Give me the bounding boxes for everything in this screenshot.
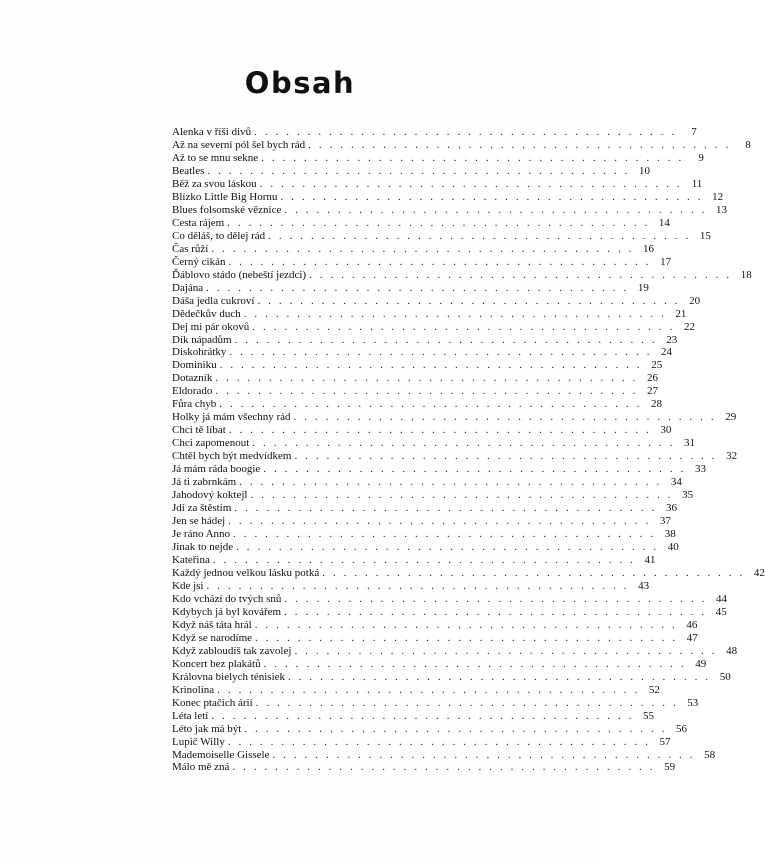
toc-entry-page-number: 35 [682, 489, 694, 502]
toc-entry [172, 126, 697, 139]
dot-leader: . . . . . . . . . . . . . . . . . . . . . . . . . . . . . . . . . . . . . . . . [233, 528, 656, 541]
toc-entry-title: Léto jak má být [172, 722, 242, 735]
toc-entry-title: Cesta rájem [172, 216, 225, 229]
toc-entry-page-number: 32 [726, 450, 738, 463]
toc-entry [172, 735, 671, 749]
toc-entry-page-number: 21 [675, 307, 687, 320]
toc-entry [172, 359, 663, 372]
dot-leader: . . . . . . . . . . . . . . . . . . . . . . . . . . . . . . . . . . . . . . . . [228, 424, 652, 437]
dot-leader: . . . . . . . . . . . . . . . . . . . . . . . . . . . . . . . . . . . . . . . . [215, 385, 638, 398]
toc-entry-title: Jdi za štěstím [172, 502, 232, 515]
table-of-contents [172, 126, 765, 774]
dot-leader: . . . . . . . . . . . . . . . . . . . . . . . . . . . . . . . . . . . . . . . . [254, 126, 677, 138]
toc-entry [172, 631, 698, 645]
toc-entry-title: Když se narodíme [172, 631, 253, 644]
dot-leader: . . . . . . . . . . . . . . . . . . . . . . . . . . . . . . . . . . . . . . . . [284, 203, 708, 216]
dot-leader: . . . . . . . . . . . . . . . . . . . . . . . . . . . . . . . . . . . . . . . . [263, 463, 686, 476]
toc-entry-page-number: 31 [683, 437, 695, 450]
toc-entry [172, 592, 728, 606]
page-title: Obsah [244, 66, 356, 100]
toc-entry-page-number: 29 [725, 411, 737, 424]
dot-leader: . . . . . . . . . . . . . . . . . . . . . . . . . . . . . . . . . . . . . . . . [229, 346, 653, 359]
toc-entry-page-number: 41 [644, 553, 656, 566]
toc-entry-title: Diskohrátky [172, 346, 227, 359]
dot-leader: . . . . . . . . . . . . . . . . . . . . . . . . . . . . . . . . . . . . . . . . [288, 670, 711, 683]
toc-entry [172, 190, 724, 204]
toc-entry-title: Koncert bez plakátů [172, 657, 261, 670]
toc-entry-page-number: 15 [699, 229, 711, 242]
toc-entry-title: Dajána [172, 281, 204, 294]
toc-entry-page-number: 56 [676, 722, 687, 735]
toc-entry-title: Lupič Willy [172, 735, 225, 748]
toc-entry [172, 683, 660, 697]
toc-entry-title: Čas růží [172, 242, 209, 255]
toc-entry-title: Beatles [172, 164, 205, 177]
toc-entry-title: Mademoiselle Gissele [172, 748, 270, 761]
toc-entry-title: Dědečkův duch [172, 307, 241, 320]
dot-leader: . . . . . . . . . . . . . . . . . . . . . . . . . . . . . . . . . . . . . . . . [228, 255, 652, 268]
toc-entry-page-number: 17 [660, 255, 672, 268]
dot-leader: . . . . . . . . . . . . . . . . . . . . . . . . . . . . . . . . . . . . . . . . [243, 307, 667, 320]
toc-entry-page-number: 13 [716, 203, 728, 216]
toc-entry [172, 398, 662, 411]
toc-entry-title: Dáša jedla cukroví [172, 294, 255, 307]
toc-entry [172, 528, 676, 541]
toc-entry-title: Fůra chyb [172, 398, 217, 411]
toc-entry-title: Blízko Little Big Hornu [172, 190, 278, 203]
toc-entry-title: Když zabloudíš tak zavolej [172, 644, 292, 657]
toc-entry-page-number: 14 [658, 216, 670, 229]
toc-entry [172, 424, 672, 437]
toc-entry-page-number: 46 [686, 618, 698, 631]
toc-entry [172, 138, 751, 152]
toc-entry-title: Až na severní pól šel bych rád [172, 138, 306, 151]
dot-leader: . . . . . . . . . . . . . . . . . . . . . . . . . . . . . . . . . . . . . . . . [217, 683, 640, 696]
toc-entry-page-number: 27 [646, 385, 658, 398]
toc-entry-page-number: 10 [639, 164, 651, 177]
toc-entry-title: Krinolína [172, 683, 215, 696]
dot-leader: . . . . . . . . . . . . . . . . . . . . . . . . . . . . . . . . . . . . . . . . [308, 138, 731, 151]
toc-entry-title: Každý jednou velkou lásku potká [172, 566, 320, 579]
toc-entry-title: Málo mě zná [172, 761, 230, 774]
dot-leader: . . . . . . . . . . . . . . . . . . . . . . . . . . . . . . . . . . . . . . . . [261, 151, 684, 164]
toc-entry [172, 541, 679, 554]
toc-entry [172, 670, 731, 684]
toc-entry [172, 333, 678, 347]
toc-entry [172, 164, 651, 178]
toc-entry [172, 566, 765, 580]
toc-entry [172, 385, 658, 398]
toc-entry-page-number: 30 [660, 424, 672, 437]
dot-leader: . . . . . . . . . . . . . . . . . . . . . . . . . . . . . . . . . . . . . . . . [293, 411, 717, 424]
toc-entry-title: Kdo vchází do tvých snů [172, 592, 282, 605]
toc-entry-title: Kateřina [172, 553, 210, 566]
toc-entry [172, 644, 738, 658]
toc-entry-page-number: 40 [667, 541, 679, 553]
dot-leader: . . . . . . . . . . . . . . . . . . . . . . . . . . . . . . . . . . . . . . . . [244, 722, 667, 735]
toc-entry-page-number: 9 [698, 151, 704, 164]
toc-entry [172, 463, 706, 476]
toc-entry [172, 722, 687, 736]
toc-entry [172, 761, 676, 774]
dot-leader: . . . . . . . . . . . . . . . . . . . . . . . . . . . . . . . . . . . . . . . . [219, 359, 643, 372]
dot-leader: . . . . . . . . . . . . . . . . . . . . . . . . . . . . . . . . . . . . . . . . [212, 553, 636, 566]
toc-entry-title: Když náš táta hrál [172, 618, 252, 631]
toc-entry-page-number: 43 [638, 579, 650, 592]
toc-entry-page-number: 49 [695, 657, 707, 670]
dot-leader: . . . . . . . . . . . . . . . . . . . . . . . . . . . . . . . . . . . . . . . . [239, 476, 662, 489]
toc-entry-title: Holky já mám všechny rád [172, 411, 291, 424]
dot-leader: . . . . . . . . . . . . . . . . . . . . . . . . . . . . . . . . . . . . . . . . [206, 281, 629, 294]
dot-leader: . . . . . . . . . . . . . . . . . . . . . . . . . . . . . . . . . . . . . . . . [268, 229, 691, 242]
toc-entry-page-number: 24 [661, 346, 673, 359]
dot-leader: . . . . . . . . . . . . . . . . . . . . . . . . . . . . . . . . . . . . . . . . [263, 657, 687, 670]
toc-entry-page-number: 50 [719, 670, 731, 683]
toc-entry-title: Blues folsomské věznice [172, 203, 282, 216]
dot-leader: . . . . . . . . . . . . . . . . . . . . . . . . . . . . . . . . . . . . . . . . [211, 709, 634, 722]
toc-entry [172, 242, 655, 256]
toc-entry-page-number: 48 [726, 644, 738, 657]
dot-leader: . . . . . . . . . . . . . . . . . . . . . . . . . . . . . . . . . . . . . . . . [252, 320, 675, 333]
dot-leader: . . . . . . . . . . . . . . . . . . . . . . . . . . . . . . . . . . . . . . . . [250, 489, 674, 502]
toc-entry [172, 450, 738, 463]
toc-entry-page-number: 11 [691, 177, 703, 190]
toc-entry-title: Co děláš, to dělej rád [172, 229, 266, 242]
dot-leader: . . . . . . . . . . . . . . . . . . . . . . . . . . . . . . . . . . . . . . . . [294, 644, 718, 657]
dot-leader: . . . . . . . . . . . . . . . . . . . . . . . . . . . . . . . . . . . . . . . . [234, 502, 657, 515]
toc-entry-page-number: 53 [687, 696, 699, 709]
toc-entry-title: Dominiku [172, 359, 217, 372]
toc-entry-page-number: 16 [643, 242, 655, 255]
toc-entry-title: Až to se mnu sekne [172, 151, 259, 164]
toc-entry-title: Chci tě líbat [172, 424, 226, 437]
toc-entry-page-number: 44 [716, 592, 728, 605]
toc-entry [172, 618, 698, 632]
toc-entry-title: Chtěl bych být medvídkem [172, 450, 292, 463]
toc-entry-page-number: 8 [745, 138, 751, 151]
toc-entry-page-number: 42 [753, 566, 765, 579]
toc-entry-page-number: 45 [715, 605, 727, 618]
toc-entry-title: Já mám ráda boogie [172, 463, 261, 476]
dot-leader: . . . . . . . . . . . . . . . . . . . . . . . . . . . . . . . . . . . . . . . . [219, 398, 642, 411]
dot-leader: . . . . . . . . . . . . . . . . . . . . . . . . . . . . . . . . . . . . . . . . [215, 372, 638, 385]
toc-entry-title: Léta letí [172, 709, 209, 722]
dot-leader: . . . . . . . . . . . . . . . . . . . . . . . . . . . . . . . . . . . . . . . . [259, 177, 683, 190]
toc-entry-page-number: 26 [646, 372, 658, 385]
toc-entry-title: Alenka v říši divů [172, 126, 252, 138]
toc-entry-page-number: 23 [666, 333, 678, 346]
toc-entry-title: Dík nápadům [172, 333, 232, 346]
toc-entry [172, 203, 728, 217]
toc-entry-title: Je ráno Anno [172, 528, 231, 541]
toc-entry [172, 307, 687, 321]
toc-entry-title: Eldorado [172, 385, 213, 398]
toc-entry [172, 709, 654, 723]
dot-leader: . . . . . . . . . . . . . . . . . . . . . . . . . . . . . . . . . . . . . . . . [257, 294, 681, 307]
toc-entry-page-number: 19 [637, 281, 649, 294]
toc-entry-page-number: 55 [643, 709, 654, 722]
toc-entry-page-number: 37 [659, 515, 671, 528]
toc-entry-page-number: 33 [694, 463, 706, 476]
toc-entry [172, 657, 707, 671]
toc-entry-title: Černý cikán [172, 255, 226, 268]
dot-leader: . . . . . . . . . . . . . . . . . . . . . . . . . . . . . . . . . . . . . . . . [227, 216, 650, 229]
dot-leader: . . . . . . . . . . . . . . . . . . . . . . . . . . . . . . . . . . . . . . . . [206, 579, 630, 592]
dot-leader: . . . . . . . . . . . . . . . . . . . . . . . . . . . . . . . . . . . . . . . . [227, 735, 651, 748]
dot-leader: . . . . . . . . . . . . . . . . . . . . . . . . . . . . . . . . . . . . . . . . [252, 437, 675, 450]
toc-entry-page-number: 18 [740, 268, 752, 281]
dot-leader: . . . . . . . . . . . . . . . . . . . . . . . . . . . . . . . . . . . . . . . . [284, 592, 708, 605]
toc-entry-page-number: 36 [665, 502, 677, 515]
toc-entry [172, 502, 677, 515]
toc-entry-page-number: 34 [670, 476, 682, 489]
toc-entry-title: Já ti zabrnkám [172, 476, 237, 489]
toc-entry-title: Chci zapomenout [172, 437, 250, 450]
toc-entry [172, 489, 694, 502]
dot-leader: . . . . . . . . . . . . . . . . . . . . . . . . . . . . . . . . . . . . . . . . [280, 190, 704, 203]
toc-entry [172, 476, 682, 489]
dot-leader: . . . . . . . . . . . . . . . . . . . . . . . . . . . . . . . . . . . . . . . . [232, 761, 656, 774]
toc-entry-title: Konec ptačích árií [172, 696, 253, 709]
toc-entry-page-number: 28 [650, 398, 662, 411]
toc-entry [172, 229, 711, 243]
toc-entry-title: Kdybych já byl kovářem [172, 605, 282, 618]
dot-leader: . . . . . . . . . . . . . . . . . . . . . . . . . . . . . . . . . . . . . . . . [255, 696, 679, 709]
dot-leader: . . . . . . . . . . . . . . . . . . . . . . . . . . . . . . . . . . . . . . . . [234, 333, 658, 346]
toc-entry-page-number: 22 [683, 320, 695, 333]
dot-leader: . . . . . . . . . . . . . . . . . . . . . . . . . . . . . . . . . . . . . . . . [207, 164, 631, 177]
dot-leader: . . . . . . . . . . . . . . . . . . . . . . . . . . . . . . . . . . . . . . . . [211, 242, 635, 255]
toc-entry-page-number: 57 [659, 735, 671, 748]
toc-entry [172, 177, 703, 191]
toc-entry-page-number: 58 [704, 748, 716, 761]
toc-entry-page-number: 47 [686, 631, 698, 644]
toc-entry-page-number: 7 [691, 126, 697, 138]
toc-entry-title: Běž za svou láskou [172, 177, 257, 190]
dot-leader: . . . . . . . . . . . . . . . . . . . . . . . . . . . . . . . . . . . . . . . . [284, 605, 707, 618]
toc-entry-title: Ďáblovo stádo (nebeští jezdci) [172, 268, 307, 281]
toc-entry [172, 605, 727, 619]
toc-entry [172, 696, 699, 710]
dot-leader: . . . . . . . . . . . . . . . . . . . . . . . . . . . . . . . . . . . . . . . . [272, 748, 696, 761]
toc-entry-page-number: 38 [664, 528, 676, 541]
toc-entry-page-number: 52 [648, 683, 660, 696]
toc-entry-title: Dotazník [172, 372, 213, 385]
toc-entry [172, 268, 752, 282]
dot-leader: . . . . . . . . . . . . . . . . . . . . . . . . . . . . . . . . . . . . . . . . [255, 631, 678, 644]
toc-entry-page-number: 25 [651, 359, 663, 372]
toc-entry-title: Jahodový koktejl [172, 489, 248, 502]
toc-entry [172, 553, 656, 567]
dot-leader: . . . . . . . . . . . . . . . . . . . . . . . . . . . . . . . . . . . . . . . . [309, 268, 732, 281]
toc-entry-title: Jinak to nejde [172, 541, 234, 553]
toc-entry [172, 320, 695, 334]
toc-entry-page-number: 12 [712, 190, 724, 203]
toc-entry [172, 437, 695, 450]
dot-leader: . . . . . . . . . . . . . . . . . . . . . . . . . . . . . . . . . . . . . . . . [294, 450, 718, 463]
toc-entry [172, 579, 650, 593]
toc-entry-title: Kde jsi [172, 579, 204, 592]
toc-entry [172, 281, 649, 295]
toc-entry [172, 151, 704, 165]
toc-entry [172, 255, 672, 269]
dot-leader: . . . . . . . . . . . . . . . . . . . . . . . . . . . . . . . . . . . . . . . . [236, 541, 659, 553]
dot-leader: . . . . . . . . . . . . . . . . . . . . . . . . . . . . . . . . . . . . . . . . [322, 566, 745, 579]
toc-entry [172, 372, 658, 385]
toc-entry [172, 411, 737, 424]
toc-entry-page-number: 20 [689, 294, 701, 307]
toc-entry [172, 216, 670, 230]
toc-entry [172, 294, 701, 308]
dot-leader: . . . . . . . . . . . . . . . . . . . . . . . . . . . . . . . . . . . . . . . . [228, 515, 651, 528]
toc-entry [172, 748, 716, 762]
toc-entry-title: Jen se hádej [172, 515, 226, 528]
toc-entry-page-number: 59 [664, 761, 676, 774]
dot-leader: . . . . . . . . . . . . . . . . . . . . . . . . . . . . . . . . . . . . . . . . [254, 618, 678, 631]
toc-entry [172, 346, 673, 359]
toc-entry-title: Dej mi pár okovů [172, 320, 250, 333]
toc-entry-title: Královna bielych ténisiek [172, 670, 286, 683]
toc-entry [172, 515, 671, 528]
